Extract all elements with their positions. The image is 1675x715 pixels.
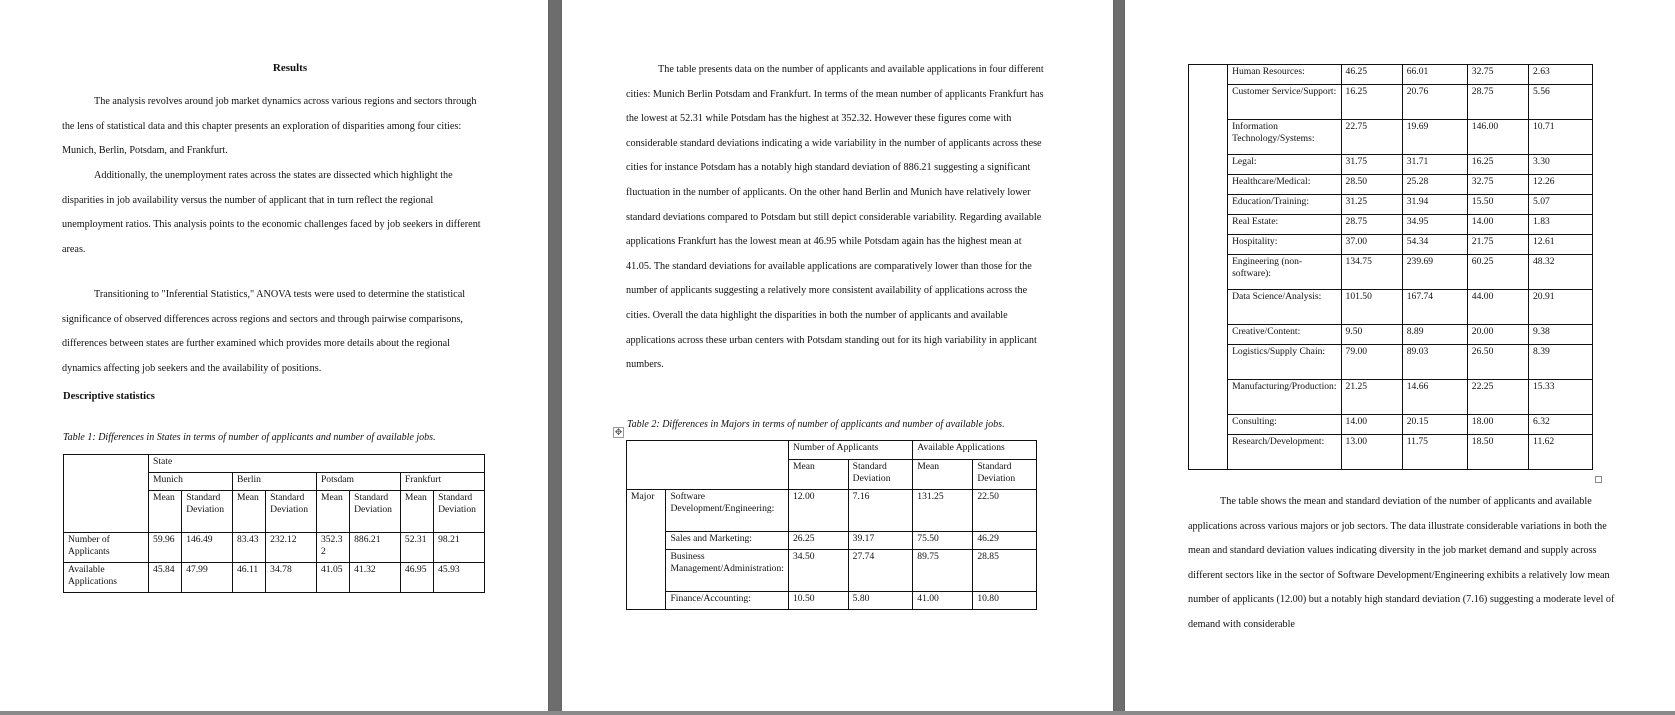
descriptive-statistics-heading: Descriptive statistics <box>63 391 155 402</box>
table-cell: 20.76 <box>1402 85 1467 120</box>
table-row <box>1189 290 1593 325</box>
table-cell: 46.11 <box>232 563 265 593</box>
table-cell: 3.30 <box>1529 155 1593 175</box>
table-1-city-berlin: Berlin <box>232 473 316 491</box>
table-cell: 12.00 <box>788 490 848 532</box>
table-2-majors[interactable] <box>626 440 1037 610</box>
table-cell: 15.33 <box>1529 380 1593 415</box>
table-cell: 45.84 <box>149 563 182 593</box>
table-row-label: Legal: <box>1228 155 1341 175</box>
table-cell: 41.32 <box>350 563 401 593</box>
table-cell: 37.00 <box>1341 235 1402 255</box>
table-row-label: Engineering (non-software): <box>1228 255 1341 290</box>
table-2-stat-mean: Mean <box>913 460 973 490</box>
table-cell: 14.00 <box>1341 415 1402 435</box>
table-row-label: Customer Service/Support: <box>1228 85 1341 120</box>
table-row <box>1189 345 1593 380</box>
table-cell: 18.50 <box>1467 435 1528 470</box>
table-cell: 11.62 <box>1529 435 1593 470</box>
table-2-caption: Table 2: Differences in Majors in terms of number of applicants and number of available jobs. <box>627 419 1005 430</box>
table-cell: 83.43 <box>232 533 265 563</box>
table-cell: 19.69 <box>1402 120 1467 155</box>
table-row-label: Information Technology/Systems: <box>1228 120 1341 155</box>
table-row <box>1189 215 1593 235</box>
table-1-city-munich: Munich <box>149 473 233 491</box>
table-cell: 101.50 <box>1341 290 1402 325</box>
table-cell: 9.38 <box>1529 325 1593 345</box>
table-1-stat-mean: Mean <box>149 491 182 533</box>
table-cell: 18.00 <box>1467 415 1528 435</box>
table-2-majors-continued[interactable] <box>1188 64 1593 470</box>
table-cell: 31.75 <box>1341 155 1402 175</box>
table-cell: 12.26 <box>1529 175 1593 195</box>
table-1-group-row <box>64 455 485 473</box>
table-row-label: Real Estate: <box>1228 215 1341 235</box>
table-cell: 16.25 <box>1467 155 1528 175</box>
table-move-handle-icon[interactable]: ✥ <box>614 428 623 438</box>
table-row-label: Number of Applicants <box>64 533 149 563</box>
table-row <box>1189 120 1593 155</box>
table-row <box>1189 255 1593 290</box>
table-1-discussion-paragraph: The table presents data on the number of applicants and available applications in four different cities: Munich Berlin Potsdam and Frankfurt. In terms of the mean number of applicants Frankfurt has the lowest at 52.31 while Potsdam has the highest at 352.32. However these figures come with considerable standard deviations indicating a wide variability in the number of applicants across these cities for instance Potsdam has a notably high standard deviation of 886.21 suggesting a significant fluctuation in the number of applicants. On the other hand Berlin and Munich have relatively lower standard deviations compared to Potsdam but still depict considerable variability. Regarding available applications Frankfurt has the lowest mean at 46.95 while Potsdam again has the highest mean at 41.05. The standard deviations for available applications are comparatively lower than those for the number of applicants suggesting a relatively more consistent availability of applications across the cities. Overall the data highlight the disparities in both the number of applicants and available applications across these urban centers with Potsdam standing out for its high variability in applicant numbers. <box>626 64 1044 371</box>
table-row <box>1189 325 1593 345</box>
results-paragraph-3: Transitioning to "Inferential Statistics," ANOVA tests were used to determine the statistical significance of observed differences across regions and sectors and through pairwise comparisons, differences between states are further examined which provides more details about the regional dynamics affecting job seekers and the availability of positions. <box>62 289 466 374</box>
table-cell: 146.00 <box>1467 120 1528 155</box>
table-row <box>1189 235 1593 255</box>
table-1-stat-mean: Mean <box>232 491 265 533</box>
table-cell: 31.71 <box>1402 155 1467 175</box>
table-row-label: Consulting: <box>1228 415 1341 435</box>
table-row <box>1189 85 1593 120</box>
table-cell: 52.31 <box>400 533 433 563</box>
table-cell: 66.01 <box>1402 65 1467 85</box>
table-cell: 12.61 <box>1529 235 1593 255</box>
table-1-stat-sd: Standard Deviation <box>350 491 401 533</box>
table-cell: 5.56 <box>1529 85 1593 120</box>
table-cell: 9.50 <box>1341 325 1402 345</box>
table-cell: 45.93 <box>434 563 485 593</box>
table-cell: 34.95 <box>1402 215 1467 235</box>
table-row <box>1189 380 1593 415</box>
document-page-1[interactable] <box>0 0 548 711</box>
table-cell: 46.25 <box>1341 65 1402 85</box>
results-paragraph-1: The analysis revolves around job market dynamics across various regions and sectors through the lens of statistical data and this chapter presents an exploration of disparities among four cities: Munich, Berlin, Potsdam, and Frankfurt. <box>62 96 477 157</box>
table-cell: 79.00 <box>1341 345 1402 380</box>
table-cell: 41.00 <box>913 592 973 610</box>
table-row-label: Human Resources: <box>1228 65 1341 85</box>
table-cell: 21.25 <box>1341 380 1402 415</box>
table-cell: 1.83 <box>1529 215 1593 235</box>
table-cell: 13.00 <box>1341 435 1402 470</box>
table-row <box>627 532 1037 550</box>
table-cell: 41.05 <box>316 563 349 593</box>
table-cell: 22.50 <box>973 490 1037 532</box>
table-cell: 146.49 <box>182 533 233 563</box>
table-cell: 54.34 <box>1402 235 1467 255</box>
table-cell: 44.00 <box>1467 290 1528 325</box>
table-1-stat-mean: Mean <box>400 491 433 533</box>
table-cell: 34.78 <box>266 563 317 593</box>
table-cell: 5.80 <box>848 592 913 610</box>
table-cell: 89.03 <box>1402 345 1467 380</box>
table-cell: 7.16 <box>848 490 913 532</box>
table-cell: 28.75 <box>1341 215 1402 235</box>
table-cell: 28.75 <box>1467 85 1528 120</box>
table-cell: 20.15 <box>1402 415 1467 435</box>
table-cell: 5.07 <box>1529 195 1593 215</box>
table-cell: 25.28 <box>1402 175 1467 195</box>
table-cell: 46.29 <box>973 532 1037 550</box>
table-resize-handle-icon[interactable] <box>1595 476 1602 483</box>
table-row-label: Logistics/Supply Chain: <box>1228 345 1341 380</box>
results-paragraph-2: Additionally, the unemployment rates across the states are dissected which highlight the disparities in job availability versus the number of applicant that in turn reflect the regional unemployment ratios. This analysis points to the economic challenges faced by job seekers in different areas. <box>62 170 481 255</box>
table-cell: 31.94 <box>1402 195 1467 215</box>
table-1-stat-mean: Mean <box>316 491 349 533</box>
table-cell: 14.00 <box>1467 215 1528 235</box>
table-1-stat-sd: Standard Deviation <box>266 491 317 533</box>
table-cell: 26.25 <box>788 532 848 550</box>
table-2-stat-sd: Standard Deviation <box>848 460 913 490</box>
table-cell: 26.50 <box>1467 345 1528 380</box>
table-2-group-label: Major <box>627 490 666 610</box>
table-row <box>1189 435 1593 470</box>
table-cell: 2.63 <box>1529 65 1593 85</box>
table-row <box>64 563 485 593</box>
table-row-label: Research/Development: <box>1228 435 1341 470</box>
table-row <box>64 533 485 563</box>
table-cell: 14.66 <box>1402 380 1467 415</box>
table-cell: 8.89 <box>1402 325 1467 345</box>
table-cell: 48.32 <box>1529 255 1593 290</box>
table-cell: 31.25 <box>1341 195 1402 215</box>
table-cell: 28.85 <box>973 550 1037 592</box>
table-cell: 39.17 <box>848 532 913 550</box>
table-2-group-row <box>627 441 1037 460</box>
table-row-label: Data Science/Analysis: <box>1228 290 1341 325</box>
table-cell: 20.00 <box>1467 325 1528 345</box>
table-row <box>627 490 1037 532</box>
table-2-discussion-paragraph: The table shows the mean and standard deviation of the number of applicants and available applications across various majors or job sectors. The data illustrate considerable variations in both the mean and standard deviation values indicating diversity in the job market demand and supply across different sectors like in the sector of Software Development/Engineering exhibits a relatively low mean number of applicants (12.00) but a notably high standard deviation (7.16) suggesting a moderate level of demand with considerable <box>1188 496 1615 630</box>
table-cell: 131.25 <box>913 490 973 532</box>
table-2-stat-sd: Standard Deviation <box>973 460 1037 490</box>
table-cell: 15.50 <box>1467 195 1528 215</box>
table-cell: 22.25 <box>1467 380 1528 415</box>
table-row <box>627 550 1037 592</box>
table-1-caption: Table 1: Differences in States in terms of number of applicants and number of available jobs. <box>63 432 436 443</box>
table-1-group-label: State <box>149 455 485 473</box>
document-page-2[interactable] <box>562 0 1113 711</box>
table-row-label: Healthcare/Medical: <box>1228 175 1341 195</box>
table-row <box>1189 195 1593 215</box>
table-cell-empty <box>64 455 149 533</box>
table-1-stat-sd: Standard Deviation <box>434 491 485 533</box>
table-cell: 89.75 <box>913 550 973 592</box>
table-cell: 20.91 <box>1529 290 1593 325</box>
table-cell-empty <box>627 441 789 490</box>
table-cell: 232.12 <box>266 533 317 563</box>
document-page-3[interactable] <box>1125 0 1675 711</box>
table-cell: 10.50 <box>788 592 848 610</box>
table-cell: 47.99 <box>182 563 233 593</box>
table-row-label: Software Development/Engineering: <box>666 490 789 532</box>
table-2-stat-mean: Mean <box>788 460 848 490</box>
table-1-city-frankfurt: Frankfurt <box>400 473 484 491</box>
table-cell: 22.75 <box>1341 120 1402 155</box>
table-cell: 60.25 <box>1467 255 1528 290</box>
table-2-col-group-available: Available Applications <box>913 441 1037 460</box>
table-cell: 98.21 <box>434 533 485 563</box>
table-cell: 6.32 <box>1529 415 1593 435</box>
table-cell: 239.69 <box>1402 255 1467 290</box>
table-row-label: Finance/Accounting: <box>666 592 789 610</box>
table-cell: 16.25 <box>1341 85 1402 120</box>
table-cell: 11.75 <box>1402 435 1467 470</box>
table-cell: 352.32 <box>316 533 349 563</box>
table-1-states[interactable] <box>63 454 485 593</box>
table-2-col-group-applicants: Number of Applicants <box>788 441 912 460</box>
table-cell: 32.75 <box>1467 65 1528 85</box>
viewer-bottom-edge <box>0 711 1675 715</box>
table-row-label: Business Management/Administration: <box>666 550 789 592</box>
section-heading-results: Results <box>272 62 308 74</box>
table-cell: 27.74 <box>848 550 913 592</box>
table-cell: 28.50 <box>1341 175 1402 195</box>
table-row <box>1189 175 1593 195</box>
table-cell: 886.21 <box>350 533 401 563</box>
table-cell: 59.96 <box>149 533 182 563</box>
table-cell: 75.50 <box>913 532 973 550</box>
table-cell: 10.80 <box>973 592 1037 610</box>
table-group-cell-empty <box>1189 65 1228 470</box>
table-cell: 46.95 <box>400 563 433 593</box>
table-row-label: Creative/Content: <box>1228 325 1341 345</box>
table-row-label: Available Applications <box>64 563 149 593</box>
table-cell: 32.75 <box>1467 175 1528 195</box>
table-row-label: Hospitality: <box>1228 235 1341 255</box>
table-row-label: Education/Training: <box>1228 195 1341 215</box>
table-1-stat-sd: Standard Deviation <box>182 491 233 533</box>
table-row-label: Sales and Marketing: <box>666 532 789 550</box>
table-cell: 21.75 <box>1467 235 1528 255</box>
table-row-label: Manufacturing/Production: <box>1228 380 1341 415</box>
table-cell: 10.71 <box>1529 120 1593 155</box>
table-1-city-potsdam: Potsdam <box>316 473 400 491</box>
table-row <box>627 592 1037 610</box>
table-row <box>1189 155 1593 175</box>
table-cell: 34.50 <box>788 550 848 592</box>
table-row <box>1189 415 1593 435</box>
table-cell: 8.39 <box>1529 345 1593 380</box>
table-row <box>1189 65 1593 85</box>
table-cell: 167.74 <box>1402 290 1467 325</box>
table-cell: 134.75 <box>1341 255 1402 290</box>
